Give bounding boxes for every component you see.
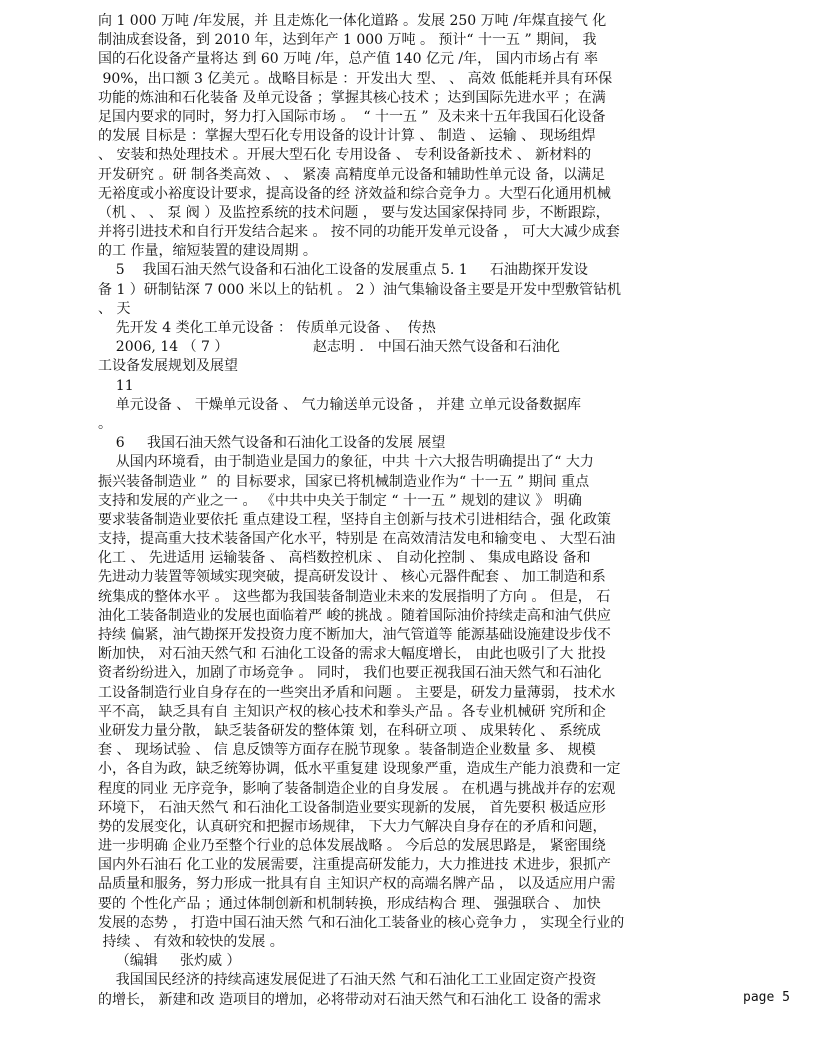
text-line: 11	[98, 377, 134, 394]
page-number: page 5	[743, 990, 790, 1005]
text-line: 业研发力量分散， 缺乏装备研发的整体策 划，在科研立项 、 成果转化 、 系统成	[98, 722, 601, 739]
text-line: 的工 作量，缩短装置的建设周期 。	[98, 243, 317, 260]
text-line: 资者纷纷进入，加剧了市场竞争 。 同时， 我们也要正视我国石油天然气和石油化	[98, 665, 602, 682]
text-line: 油化工装备制造业的发展也面临着严 峻的挑战 。随着国际油价持续走高和油气供应	[98, 607, 611, 624]
text-line: 进一步明确 企业乃至整个行业的总体发展战略 。 今后总的发展思路是， 紧密围绕	[98, 838, 606, 855]
text-line: 制油成套设备，到 2010 年，达到年产 1 000 万吨 。 预计“ 十一五 ” 期间， 我	[98, 32, 597, 49]
text-line: 从国内环境看，由于制造业是国力的象征，中共 十六大报告明确提出了“ 大力	[98, 454, 594, 471]
text-line: 发展的态势 ， 打造中国石油天然 气和石油化工装备业的核心竞争力 ， 实现全行业的	[98, 914, 625, 931]
text-line: 势的发展变化，认真研究和把握市场规律， 下大力气解决自身存在的矛盾和问题，	[98, 818, 607, 835]
text-line: 2006, 14 （ 7 ） 赵志明 ． 中国石油天然气设备和石油化	[98, 339, 560, 356]
text-line: 要求装备制造业要依托 重点建设工程，坚持自主创新与技术引进相结合，强 化政策	[98, 511, 611, 528]
text-line: 足国内要求的同时，努力打入国际市场 。 “ 十一五 ” 及未来十五年我国石化设备	[98, 108, 606, 125]
text-line: 工设备制造行业自身存在的一些突出矛盾和问题 。 主要是，研发力量薄弱， 技术水	[98, 684, 616, 701]
text-line: （机 、 、 泵 阀 ）及监控系统的技术问题 ， 要与发达国家保持同 步，不断跟踪，	[98, 204, 610, 221]
text-line: 振兴装备制造业 ” 的 目标要求，国家已将机械制造业作为“ 十一五 ” 期间 重点	[98, 473, 590, 490]
text-line: 平不高， 缺乏具有自 主知识产权的核心技术和拳头产品 。各专业机械研 究所和企	[98, 703, 606, 720]
text-line: 断加快， 对石油天然气和 石油化工设备的需求大幅度增长， 由此也吸引了大 批投	[98, 646, 606, 663]
text-line: 统集成的整体水平 。 这些都为我国装备制造业未来的发展指明了方向 。 但是， 石	[98, 588, 611, 605]
text-line: 我国国民经济的持续高速发展促进了石油天然 气和石油化工工业固定资产投资	[98, 972, 597, 989]
text-line: 90%，出口额 3 亿美元 。战略目标是 ：开发出大 型、 、 高效 低能耗并具有环保	[98, 70, 613, 87]
text-line: 无裕度或小裕度设计要求，提高设备的经 济效益和综合竞争力 。大型石化通用机械	[98, 185, 611, 202]
text-line: 化工 、 先进适用 运输装备 、 高档数控机床 、 自动化控制 、 集成电路设 备和	[98, 550, 591, 567]
text-line: 支持，提高重大技术装备国产化水平，特别是 在高效清洁发电和输变电 、 大型石油	[98, 531, 616, 548]
text-line: 先开发 4 类化工单元设备 ： 传质单元设备 、 传热	[98, 320, 436, 336]
document-body	[98, 12, 690, 1010]
text-line: 5 我国石油天然气设备和石油化工设备的发展重点 5. 1 石油勘探开发设	[98, 262, 588, 279]
text-line: 品质量和服务，努力形成一批具有自 主知识产权的高端名牌产品 ， 以及适应用户需	[98, 876, 616, 893]
text-line: 要的 个性化产品 ；通过体制创新和机制转换，形成结构合 理、 强强联合 、 加快	[98, 895, 601, 912]
text-line: 备 1 ）研制钻深 7 000 米以上的钻机 。 2 ）油气集输设备主要是开发中型敷管钻机	[98, 281, 622, 298]
text-line: 。	[98, 415, 112, 432]
text-line: 开发研究 。研 制各类高效 、 、 紧凑 高精度单元设备和辅助性单元设 备，以满足	[98, 166, 606, 183]
text-line: 持续 、 有效和较快的发展 。	[98, 934, 284, 950]
text-line: 功能的炼油和石化装备 及单元设备 ；掌握其核心技术 ；达到国际先进水平 ；在满	[98, 89, 606, 106]
text-line: 单元设备 、 干燥单元设备 、 气力输送单元设备 ， 并建 立单元设备数据库	[98, 396, 581, 413]
text-line: 向 1 000 万吨 /年发展，并 且走炼化一体化道路 。发展 250 万吨 /年煤直接气 化	[98, 13, 607, 29]
text-line: 程度的同业 无序竞争，影响了装备制造企业的自身发展 。 在机遇与挑战并存的宏观	[98, 780, 616, 797]
text-line: 环境下， 石油天然气 和石油化工设备制造业要实现新的发展， 首先要积 极适应形	[98, 799, 606, 816]
text-line: （编辑 张灼威 ）	[98, 953, 241, 970]
text-line: 6 我国石油天然气设备和石油化工设备的发展 展望	[98, 435, 446, 452]
text-line: 套 、 现场试验 、 信 息反馈等方面存在脱节现象 。装备制造企业数量 多、 规模	[98, 742, 596, 759]
text-line: 、 天	[98, 300, 131, 317]
text-line: 国的石化设备产量将达 到 60 万吨 /年，总产值 140 亿元 /年， 国内市场占有 率	[98, 51, 599, 68]
text-line: 的发展 目标是 ：掌握大型石化专用设备的设计计算 、 制造 、 运输 、 现场组焊	[98, 128, 596, 145]
text-line: 的增长， 新建和改 造项目的增加，必将带动对石油天然气和石油化工 设备的需求	[98, 991, 602, 1008]
text-line: 、 安装和热处理技术 。开展大型石化 专用设备 、 专利设备新技术 、 新材料的	[98, 147, 592, 164]
text-line: 支持和发展的产业之一 。 《中共中央关于制定 “ 十一五 ” 规划的建议 》 明确	[98, 492, 582, 509]
text-line: 并将引进技术和自行开发结合起来 。 按不同的功能开发单元设备 ， 可大大减少成套	[98, 224, 620, 241]
text-line: 小，各自为政，缺乏统筹协调，低水平重复建 设现象严重，造成生产能力浪费和一定	[98, 761, 621, 778]
text-line: 持续 偏紧，油气勘探开发投资力度不断加大，油气管道等 能源基础设施建设步伐不	[98, 627, 611, 643]
text-line: 工设备发展规划及展望	[98, 358, 238, 375]
text-line: 国内外石油石 化工业的发展需要，注重提高研发能力，大力推进技 术进步，狠抓产	[98, 857, 611, 874]
text-line: 先进动力装置等领域实现突破，提高研发设计 、 核心元器件配套 、 加工制造和系	[98, 569, 606, 586]
